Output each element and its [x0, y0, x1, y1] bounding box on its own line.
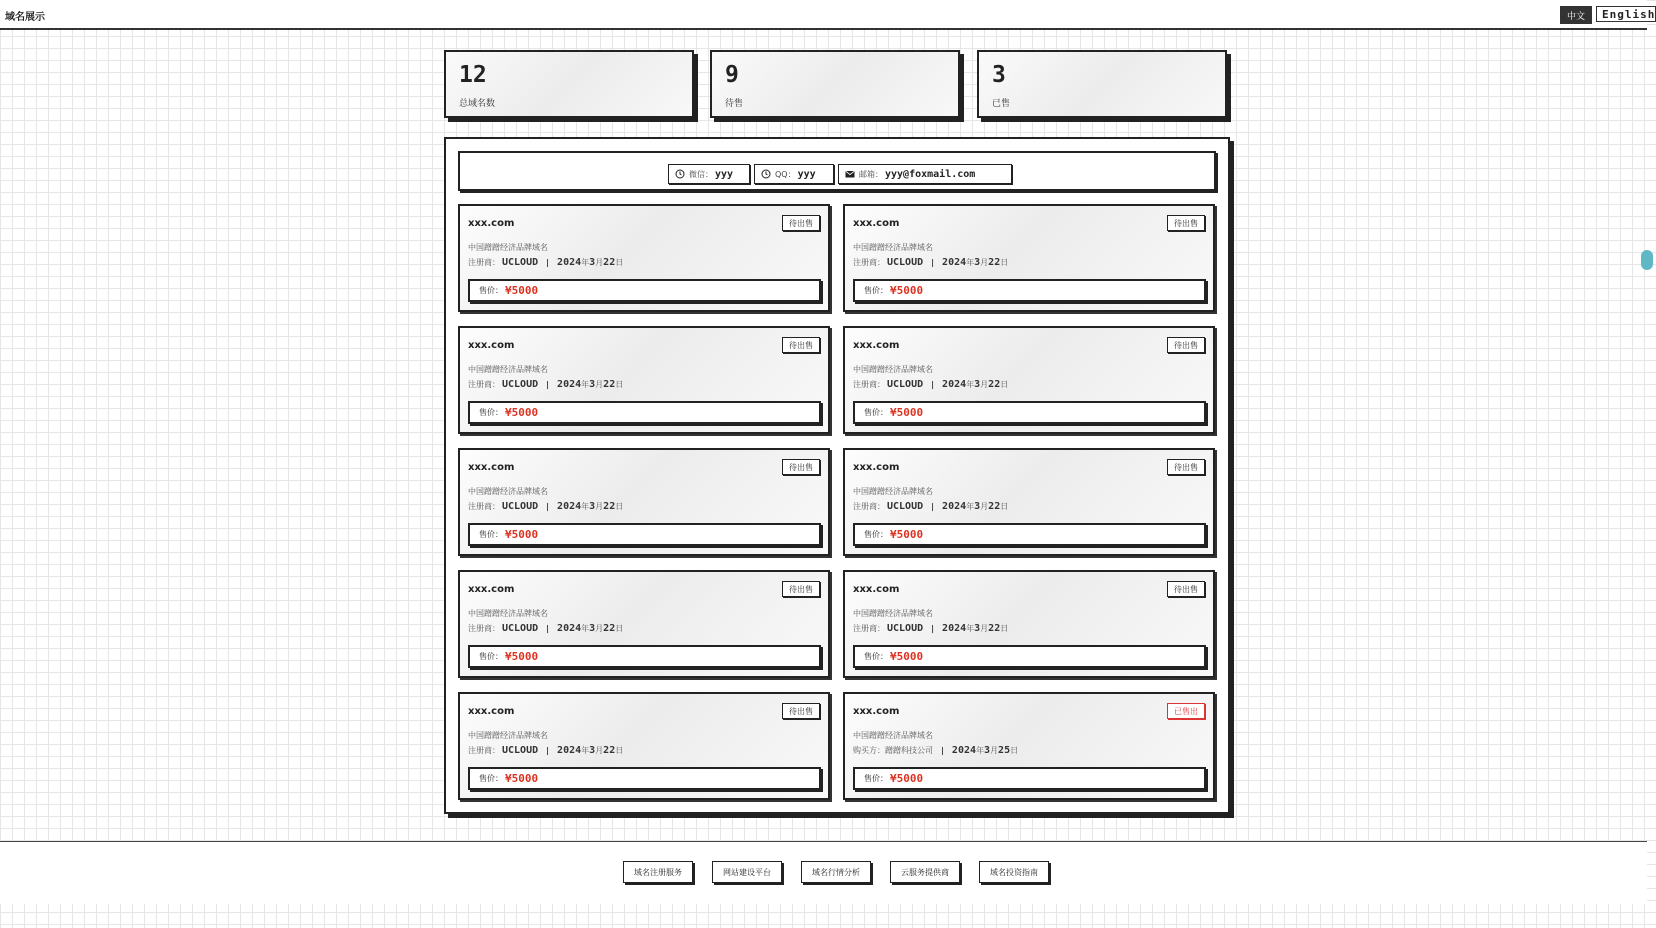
domain-name: xxx.com: [468, 462, 515, 473]
date-day-unit: 日: [615, 502, 624, 511]
date-month: 3: [974, 257, 981, 268]
meta-label: 注册商：: [853, 502, 885, 511]
date-year-unit: 年: [976, 746, 985, 755]
stat-sold-value: 3: [992, 62, 1006, 88]
domain-meta: [853, 745, 1018, 756]
meta-separator: |: [546, 258, 550, 267]
price-label: 售价：: [864, 530, 888, 539]
price-value: 5000: [511, 650, 539, 663]
stat-for-sale-value: 9: [725, 62, 739, 88]
meta-value: UCLOUD: [887, 623, 924, 634]
date-month-unit: 月: [595, 502, 604, 511]
status-badge: 待出售: [1167, 215, 1205, 231]
domain-description: 中国蹭蹭经济品牌域名: [468, 243, 548, 252]
qq-label: QQ：: [775, 169, 796, 179]
domain-name: xxx.com: [853, 584, 900, 595]
date-day: 22: [603, 257, 616, 268]
meta-value: UCLOUD: [887, 257, 924, 268]
domain-description: 中国蹭蹭经济品牌域名: [468, 731, 548, 740]
date-year-unit: 年: [581, 502, 590, 511]
status-badge: 待出售: [782, 215, 820, 231]
price-box: [468, 523, 821, 546]
meta-label: 购买方：: [853, 746, 885, 755]
date-day-unit: 日: [1000, 380, 1009, 389]
meta-value: UCLOUD: [502, 745, 539, 756]
date-day: 22: [603, 501, 616, 512]
meta-label: 注册商：: [468, 380, 500, 389]
date-month: 3: [589, 501, 596, 512]
price-value: 5000: [511, 284, 539, 297]
price-box: [853, 645, 1206, 668]
domain-name: xxx.com: [468, 340, 515, 351]
price-currency: ¥: [505, 650, 512, 663]
price-currency: ¥: [890, 284, 897, 297]
meta-label: 注册商：: [853, 380, 885, 389]
clock-icon: [761, 169, 771, 179]
date-year: 2024: [557, 501, 582, 512]
price-value: 5000: [511, 772, 539, 785]
stat-sold-label: 已售: [992, 99, 1011, 109]
meta-value: UCLOUD: [887, 379, 924, 390]
status-badge: 待出售: [1167, 581, 1205, 597]
price-value: 5000: [896, 650, 924, 663]
floating-widget[interactable]: [1641, 250, 1653, 270]
price-box: [468, 767, 821, 790]
stat-total: [444, 50, 694, 118]
price-value: 5000: [896, 406, 924, 419]
domain-card[interactable]: [843, 326, 1215, 434]
wechat-contact[interactable]: [668, 164, 750, 184]
domain-card[interactable]: [458, 448, 830, 556]
domain-meta: [853, 257, 1008, 268]
meta-value: 蹭蹭科技公司: [885, 746, 933, 755]
date-day-unit: 日: [1000, 258, 1009, 267]
domain-card[interactable]: [458, 692, 830, 800]
domain-name: xxx.com: [853, 340, 900, 351]
wechat-label: 微信：: [689, 169, 713, 179]
domain-description: 中国蹭蹭经济品牌域名: [853, 365, 933, 374]
domain-card[interactable]: [843, 692, 1215, 800]
date-year: 2024: [557, 745, 582, 756]
date-month: 3: [589, 623, 596, 634]
date-month-unit: 月: [595, 746, 604, 755]
footer-link-cloud-provider[interactable]: 云服务提供商: [890, 861, 960, 883]
domain-name: xxx.com: [468, 706, 515, 717]
top-bar: [0, 0, 1656, 30]
status-badge: 待出售: [782, 337, 820, 353]
contact-bar: [458, 151, 1216, 191]
price-value: 5000: [896, 772, 924, 785]
meta-separator: |: [931, 258, 935, 267]
price-label: 售价：: [864, 286, 888, 295]
date-day: 22: [988, 257, 1001, 268]
meta-value: UCLOUD: [502, 379, 539, 390]
date-year: 2024: [942, 623, 967, 634]
meta-separator: |: [546, 624, 550, 633]
wechat-value: yyy: [715, 168, 734, 180]
price-value: 5000: [896, 284, 924, 297]
domain-card[interactable]: [458, 326, 830, 434]
meta-label: 注册商：: [853, 258, 885, 267]
date-year-unit: 年: [581, 380, 590, 389]
date-day: 22: [988, 623, 1001, 634]
price-box: [853, 523, 1206, 546]
price-currency: ¥: [890, 772, 897, 785]
domain-description: 中国蹭蹭经济品牌域名: [468, 609, 548, 618]
domain-card[interactable]: [458, 204, 830, 312]
date-year: 2024: [557, 623, 582, 634]
date-year-unit: 年: [966, 380, 975, 389]
price-box: [853, 401, 1206, 424]
meta-separator: |: [546, 380, 550, 389]
date-day-unit: 日: [615, 258, 624, 267]
date-month: 3: [974, 501, 981, 512]
meta-label: 注册商：: [853, 624, 885, 633]
meta-value: UCLOUD: [887, 501, 924, 512]
domain-name: xxx.com: [468, 584, 515, 595]
lang-zh-button[interactable]: 中文: [1560, 6, 1592, 24]
date-day: 22: [988, 501, 1001, 512]
status-badge: 待出售: [1167, 337, 1205, 353]
price-currency: ¥: [890, 406, 897, 419]
price-label: 售价：: [479, 286, 503, 295]
domain-description: 中国蹭蹭经济品牌域名: [853, 243, 933, 252]
footer-link-website-builder[interactable]: 网站建设平台: [712, 861, 782, 883]
domain-card[interactable]: [843, 204, 1215, 312]
price-label: 售价：: [864, 774, 888, 783]
meta-label: 注册商：: [468, 746, 500, 755]
date-year: 2024: [557, 379, 582, 390]
meta-separator: |: [546, 746, 550, 755]
date-year-unit: 年: [966, 258, 975, 267]
domain-meta: [468, 257, 623, 268]
date-month: 3: [589, 257, 596, 268]
domain-card[interactable]: [843, 570, 1215, 678]
date-year-unit: 年: [966, 624, 975, 633]
footer-link-investment-guide[interactable]: 域名投资指南: [979, 861, 1049, 883]
date-year: 2024: [942, 379, 967, 390]
domain-meta: [853, 501, 1008, 512]
domain-meta: [468, 501, 623, 512]
date-month-unit: 月: [595, 380, 604, 389]
status-badge: 待出售: [782, 459, 820, 475]
date-day: 25: [998, 745, 1011, 756]
meta-value: UCLOUD: [502, 623, 539, 634]
date-day: 22: [603, 623, 616, 634]
domain-meta: [853, 623, 1008, 634]
date-year: 2024: [942, 501, 967, 512]
date-day-unit: 日: [615, 746, 624, 755]
status-badge: 待出售: [1167, 459, 1205, 475]
price-box: [468, 279, 821, 302]
date-month: 3: [974, 379, 981, 390]
footer-link-domain-registration[interactable]: 域名注册服务: [623, 861, 693, 883]
price-label: 售价：: [479, 530, 503, 539]
domain-card[interactable]: [843, 448, 1215, 556]
footer-link-market-analysis[interactable]: 域名行情分析: [801, 861, 871, 883]
price-label: 售价：: [864, 408, 888, 417]
domain-description: 中国蹭蹭经济品牌域名: [468, 365, 548, 374]
date-month-unit: 月: [980, 624, 989, 633]
price-box: [468, 645, 821, 668]
lang-en-button[interactable]: English: [1596, 6, 1656, 22]
price-value: 5000: [511, 528, 539, 541]
date-year-unit: 年: [581, 624, 590, 633]
domain-panel: [444, 137, 1230, 814]
price-box: [853, 279, 1206, 302]
price-currency: ¥: [505, 406, 512, 419]
status-badge: 待出售: [782, 703, 820, 719]
price-label: 售价：: [479, 774, 503, 783]
price-value: 5000: [511, 406, 539, 419]
domain-description: 中国蹭蹭经济品牌域名: [468, 487, 548, 496]
stat-for-sale: [710, 50, 960, 118]
price-currency: ¥: [505, 284, 512, 297]
domain-description: 中国蹭蹭经济品牌域名: [853, 487, 933, 496]
meta-separator: |: [931, 502, 935, 511]
date-day: 22: [603, 379, 616, 390]
date-month-unit: 月: [990, 746, 999, 755]
meta-value: UCLOUD: [502, 257, 539, 268]
qq-value: yyy: [797, 168, 816, 180]
meta-label: 注册商：: [468, 258, 500, 267]
email-value: yyy@foxmail.com: [885, 168, 976, 180]
stat-for-sale-label: 待售: [725, 99, 744, 109]
domain-name: xxx.com: [853, 218, 900, 229]
email-contact[interactable]: [838, 164, 1012, 184]
price-label: 售价：: [864, 652, 888, 661]
domain-card[interactable]: [458, 570, 830, 678]
date-day-unit: 日: [1000, 624, 1009, 633]
domain-meta: [468, 745, 623, 756]
date-month: 3: [974, 623, 981, 634]
domain-name: xxx.com: [853, 706, 900, 717]
date-year: 2024: [557, 257, 582, 268]
stat-total-label: 总域名数: [459, 99, 496, 109]
domain-meta: [468, 379, 623, 390]
price-value: 5000: [896, 528, 924, 541]
date-day-unit: 日: [615, 624, 624, 633]
date-day: 22: [988, 379, 1001, 390]
date-month: 3: [589, 379, 596, 390]
status-badge: 已售出: [1167, 703, 1205, 719]
date-year-unit: 年: [966, 502, 975, 511]
domain-meta: [853, 379, 1008, 390]
meta-separator: |: [931, 624, 935, 633]
meta-label: 注册商：: [468, 624, 500, 633]
price-box: [468, 401, 821, 424]
domain-description: 中国蹭蹭经济品牌域名: [853, 731, 933, 740]
envelope-icon: [845, 169, 855, 179]
domain-description: 中国蹭蹭经济品牌域名: [853, 609, 933, 618]
stat-total-value: 12: [459, 62, 487, 88]
date-month: 3: [589, 745, 596, 756]
meta-separator: |: [546, 502, 550, 511]
email-label: 邮箱：: [859, 169, 883, 179]
meta-value: UCLOUD: [502, 501, 539, 512]
date-year: 2024: [942, 257, 967, 268]
date-day-unit: 日: [1000, 502, 1009, 511]
price-currency: ¥: [890, 650, 897, 663]
price-currency: ¥: [890, 528, 897, 541]
status-badge: 待出售: [782, 581, 820, 597]
stat-sold: [977, 50, 1227, 118]
meta-label: 注册商：: [468, 502, 500, 511]
price-label: 售价：: [479, 652, 503, 661]
domain-name: xxx.com: [468, 218, 515, 229]
footer: [0, 841, 1647, 904]
date-month-unit: 月: [595, 258, 604, 267]
date-month-unit: 月: [980, 380, 989, 389]
date-month-unit: 月: [980, 502, 989, 511]
meta-separator: |: [941, 746, 944, 755]
date-day: 22: [603, 745, 616, 756]
price-currency: ¥: [505, 528, 512, 541]
date-month-unit: 月: [595, 624, 604, 633]
date-year-unit: 年: [581, 746, 590, 755]
price-box: [853, 767, 1206, 790]
date-year: 2024: [951, 745, 977, 756]
domain-name: xxx.com: [853, 462, 900, 473]
date-day-unit: 日: [1010, 746, 1019, 755]
domain-meta: [468, 623, 623, 634]
date-month-unit: 月: [980, 258, 989, 267]
meta-separator: |: [931, 380, 935, 389]
qq-contact[interactable]: [754, 164, 834, 184]
clock-icon: [675, 169, 685, 179]
price-currency: ¥: [505, 772, 512, 785]
date-day-unit: 日: [615, 380, 624, 389]
date-month: 3: [984, 745, 991, 756]
price-label: 售价：: [479, 408, 503, 417]
date-year-unit: 年: [581, 258, 590, 267]
site-title: 域名展示: [5, 12, 45, 23]
